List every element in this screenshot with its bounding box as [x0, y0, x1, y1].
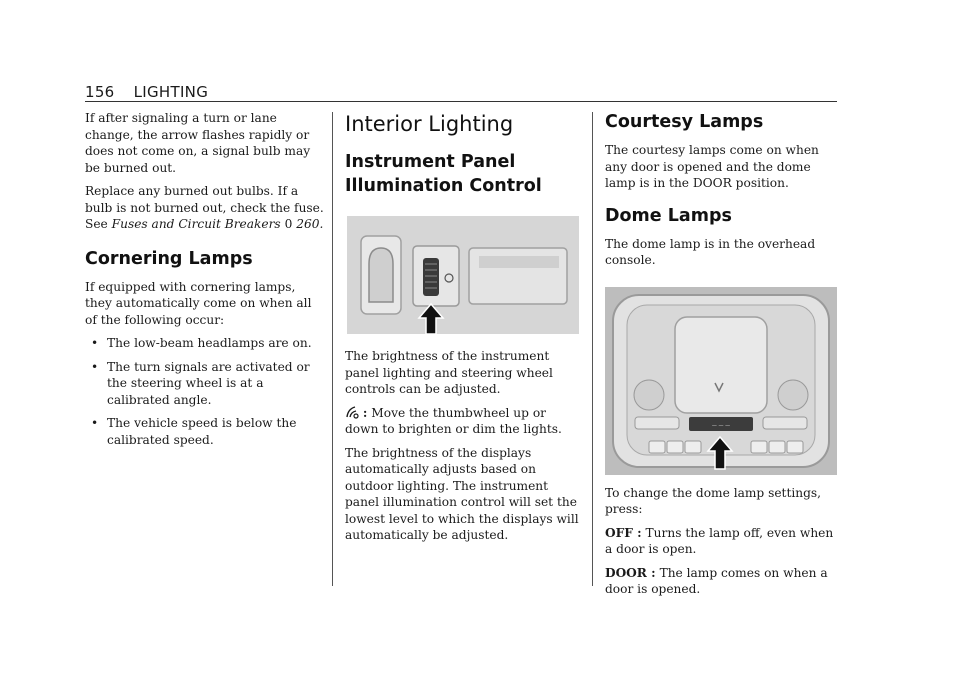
bullet-text: The vehicle speed is below the calibrated speed. — [107, 416, 297, 447]
heading-interior-lighting: Interior Lighting — [345, 112, 514, 136]
list-item — [85, 415, 325, 448]
dimmer-control-figure — [347, 216, 579, 334]
bullet-icon: • — [91, 336, 99, 350]
header-rule — [85, 101, 837, 102]
door-label: DOOR : — [605, 565, 656, 580]
fuses-link[interactable]: Fuses and Circuit Breakers — [111, 217, 281, 231]
paragraph-courtesy: The courtesy lamps come on when any door is opened and the dome lamp is in the DOOR position. — [605, 143, 819, 190]
paragraph-thumbwheel — [345, 405, 580, 438]
paragraph-dome-settings: To change the dome lamp settings, press: — [605, 485, 822, 516]
paragraph-off — [605, 525, 840, 558]
paragraph-brightness: The brightness of the instrument panel lighting and steering wheel controls can be adjusted. — [345, 349, 553, 396]
column-middle — [345, 110, 580, 551]
page-number: 156 — [85, 83, 115, 101]
heading-instrument-panel-line1: Instrument Panel — [345, 152, 516, 172]
bullet-icon: • — [91, 416, 99, 430]
heading-instrument-panel-line2: Illumination Control — [345, 176, 542, 196]
paragraph-dome: The dome lamp is in the overhead console. — [605, 236, 816, 267]
off-label: OFF : — [605, 525, 642, 540]
paragraph-display-brightness: The brightness of the displays automatically adjusts based on outdoor lighting. The instrument panel illumination control will set the lowest level to which the displays will automatically be adjusted. — [345, 445, 579, 542]
list-item — [85, 359, 325, 409]
dimmer-label: : — [362, 405, 368, 420]
replace-bulbs-text: Replace any burned out bulbs. If a bulb is not burned out, check the fuse. See — [85, 184, 324, 231]
page-header — [85, 83, 837, 101]
bullet-icon: • — [91, 359, 99, 374]
page-ref-icon: 0 — [284, 217, 293, 231]
instrument-panel-dimmer-icon — [345, 405, 359, 419]
bullet-text: The turn signals are activated or the steering wheel is at a calibrated angle. — [107, 359, 310, 407]
column-right — [605, 110, 840, 605]
paragraph-cornering: If equipped with cornering lamps, they automatically come on when all of the following occur: — [85, 279, 312, 327]
section-title: LIGHTING — [133, 83, 209, 101]
paragraph-replace-bulbs — [85, 183, 325, 233]
svg-text:— — —: — — — — [711, 422, 731, 429]
list-item — [85, 335, 325, 352]
thumbwheel-text: Move the thumbwheel up or down to brighten or dim the lights. — [345, 405, 562, 436]
column-divider-2 — [592, 112, 593, 586]
paragraph-door — [605, 565, 840, 598]
column-divider-1 — [332, 112, 333, 586]
column-left — [85, 110, 325, 455]
bullet-text: The low-beam headlamps are on. — [107, 336, 312, 350]
heading-dome-lamps: Dome Lamps — [605, 205, 732, 226]
dome-lamp-figure — [605, 287, 837, 475]
off-text: Turns the lamp off, even when a door is open. — [605, 525, 834, 556]
heading-cornering-lamps: Cornering Lamps — [85, 248, 253, 269]
dome-lamp-illustration — [605, 287, 837, 475]
fuses-page-ref[interactable]: 260. — [296, 217, 324, 231]
heading-courtesy-lamps: Courtesy Lamps — [605, 112, 764, 132]
door-text: The lamp comes on when a door is opened. — [605, 565, 828, 596]
dimmer-control-illustration — [347, 216, 579, 334]
paragraph-turn-signal: If after signaling a turn or lane change, the arrow flashes rapidly or does not come on, a signal bulb may be burned out. — [85, 111, 311, 175]
